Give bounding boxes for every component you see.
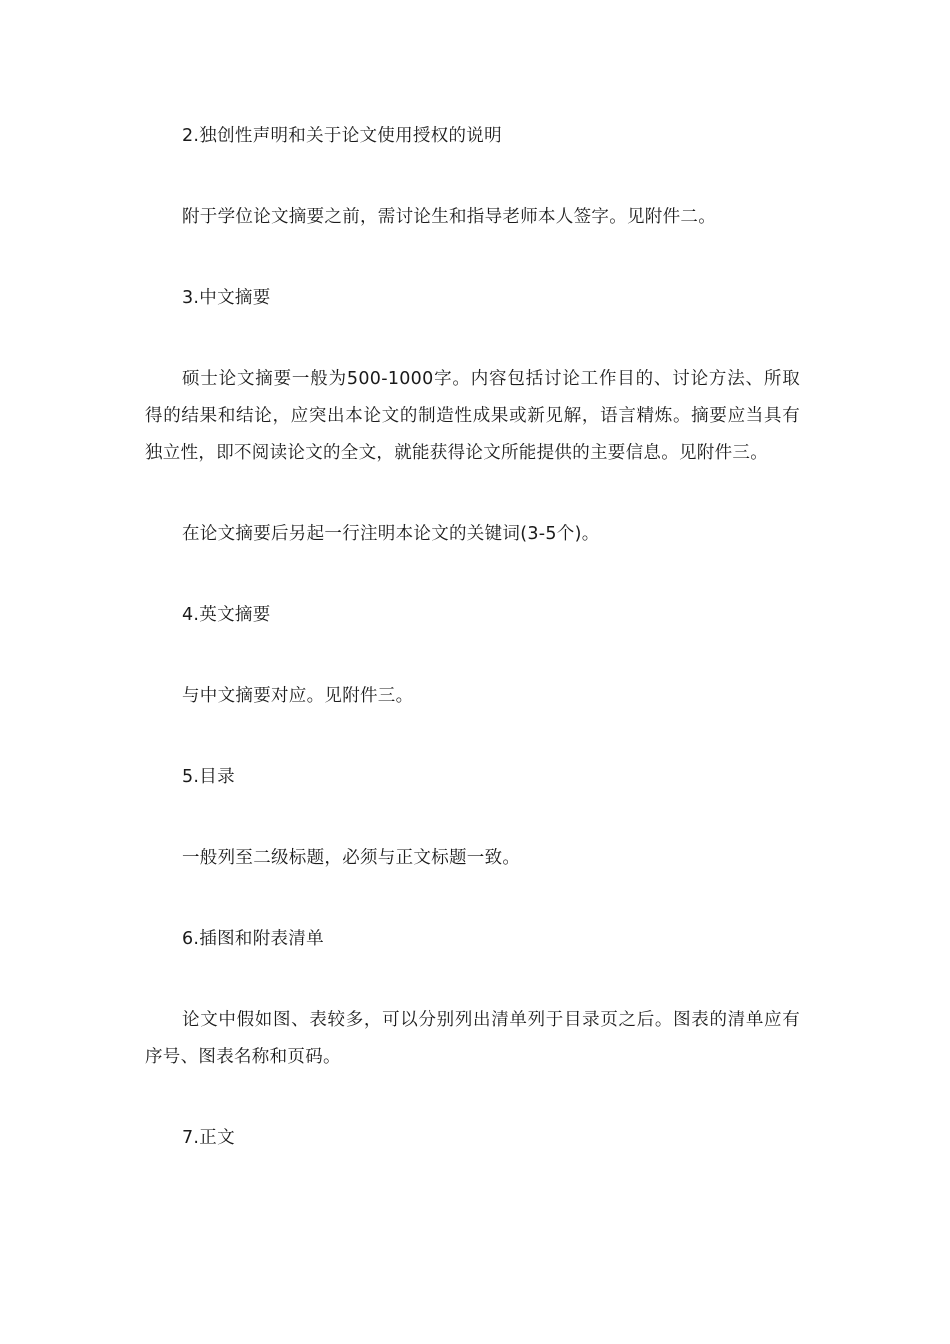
- paragraph-chinese-abstract: 硕士论文摘要一般为500-1000字。内容包括讨论工作目的、讨论方法、所取得的结果和结论，应突出本论文的制造性成果或新见解，语言精炼。摘要应当具有独立性，即不阅读论文的全文，就能获得论文所能提供的主要信息。见附件三。: [145, 369, 800, 463]
- section-heading-toc: 5.目录: [182, 767, 235, 787]
- section-heading-declaration: 2.独创性声明和关于论文使用授权的说明: [182, 126, 502, 146]
- document-page: [145, 118, 800, 1157]
- paragraph-figure-list: 论文中假如图、表较多，可以分别列出清单列于目录页之后。图表的清单应有序号、图表名称和页码。: [145, 1010, 800, 1067]
- spacer: [145, 1076, 800, 1120]
- spacer: [145, 472, 800, 516]
- spacer: [145, 317, 800, 361]
- spacer: [145, 634, 800, 678]
- paragraph-keywords: 在论文摘要后另起一行注明本论文的关键词(3-5个)。: [182, 524, 600, 544]
- section-heading-main-text: 7.正文: [182, 1128, 235, 1148]
- section-heading-figure-list: 6.插图和附表清单: [182, 929, 324, 949]
- paragraph-declaration-note: 附于学位论文摘要之前，需讨论生和指导老师本人签字。见附件二。: [182, 207, 716, 227]
- section-heading-english-abstract: 4.英文摘要: [182, 605, 271, 625]
- spacer: [145, 796, 800, 840]
- paragraph-english-abstract: 与中文摘要对应。见附件三。: [182, 686, 414, 706]
- section-heading-chinese-abstract: 3.中文摘要: [182, 288, 271, 308]
- spacer: [145, 958, 800, 1002]
- spacer: [145, 155, 800, 199]
- spacer: [145, 715, 800, 759]
- spacer: [145, 236, 800, 280]
- spacer: [145, 877, 800, 921]
- spacer: [145, 553, 800, 597]
- paragraph-toc: 一般列至二级标题，必须与正文标题一致。: [182, 848, 521, 868]
